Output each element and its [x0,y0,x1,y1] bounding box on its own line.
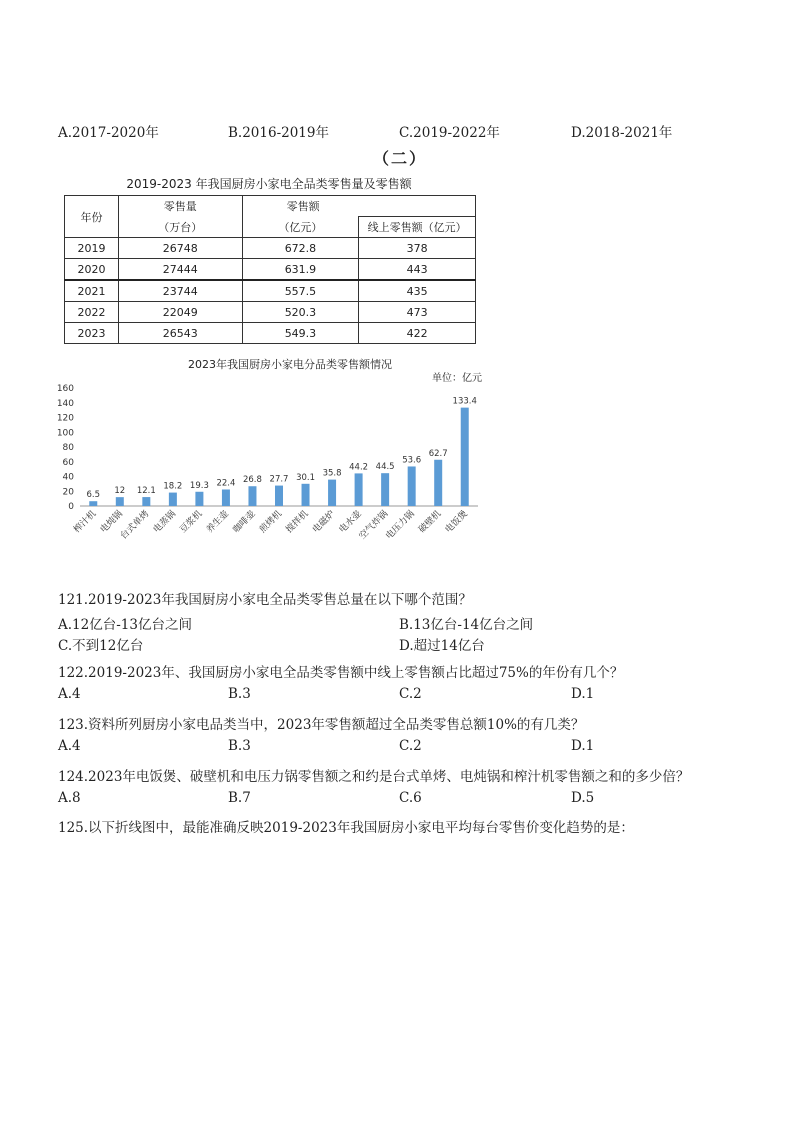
cell-online: 443 [359,259,476,281]
category-label: 煎烤机 [257,509,285,536]
bar [275,486,283,506]
bar [434,460,442,506]
category-label: 破壁机 [417,509,444,536]
category-label: 养生壶 [204,509,232,536]
bar [248,486,256,506]
cell-amount: 631.9 [242,259,359,281]
data-label: 44.2 [349,462,369,473]
data-label: 62.7 [428,448,448,459]
bar [328,480,336,506]
q124-option-c: C.6 [399,790,422,806]
q122-option-c: C.2 [399,686,422,702]
header-volume-unit: （万台） [118,217,242,238]
section-title: （二） [372,149,427,168]
data-label: 12.1 [136,486,156,497]
q122-option-a: A.4 [58,686,81,702]
table-row [65,302,476,323]
q122-option-b: B.3 [228,686,251,702]
question-122-options [0,686,800,708]
cell-amount: 672.8 [242,238,359,259]
table-row [65,259,476,281]
bar [355,473,363,506]
prev-question-options [0,121,800,143]
q121-option-d: D.超过14亿台 [399,638,485,654]
question-121-options-2 [0,634,800,656]
bar [408,466,416,506]
q124-option-b: B.7 [228,790,251,806]
category-label: 电水壶 [337,509,364,536]
y-tick-label: 40 [62,472,74,483]
data-label: 19.3 [189,480,209,491]
category-label: 电饭煲 [443,509,470,536]
header-amount: 零售额 [242,196,475,217]
question-121: 121.2019-2023年我国厨房小家电全品类零售总量在以下哪个范围？ [58,592,472,608]
category-label: 搅拌机 [284,509,311,536]
data-label: 22.4 [216,478,236,489]
cell-volume: 27444 [118,259,242,281]
category-label: 电蒸锅 [151,509,178,536]
data-label: 6.5 [86,490,101,501]
data-label: 53.6 [402,455,422,466]
chart-title: 2023年我国厨房小家电分品类零售额情况 [188,358,392,371]
q122-option-d: D.1 [571,686,595,702]
bar [116,497,124,506]
y-tick-label: 120 [56,413,74,424]
question-124-options [0,790,800,812]
bar [222,489,230,506]
cell-amount: 549.3 [242,323,359,344]
prev-option-b: B.2016-2019年 [228,125,329,141]
q123-option-a: A.4 [58,738,81,754]
cell-online: 378 [359,238,476,259]
bar [381,473,389,506]
y-tick-label: 60 [62,457,74,468]
q121-option-a: A.12亿台-13亿台之间 [58,617,192,633]
q123-option-c: C.2 [399,738,422,754]
bar-chart [50,378,490,578]
cell-online: 473 [359,302,476,323]
category-label: 空气炸锅 [357,509,391,542]
category-label: 电炖锅 [98,509,125,536]
cell-year: 2022 [65,302,119,323]
data-label: 35.8 [322,468,342,479]
bar [461,408,469,506]
q123-option-d: D.1 [571,738,595,754]
category-label: 咖啡壶 [231,509,258,536]
q121-option-c: C.不到12亿台 [58,638,144,654]
question-123: 123.资料所列厨房小家电品类当中，2023年零售额超过全品类零售总额10%的有几类？ [58,717,585,733]
y-tick-label: 0 [68,502,74,512]
data-label: 26.8 [242,475,262,486]
cell-online: 422 [359,323,476,344]
q123-option-b: B.3 [228,738,251,754]
data-label: 27.7 [269,474,289,485]
prev-option-a: A.2017-2020年 [58,125,159,141]
category-label: 豆浆机 [178,509,205,536]
cell-online: 435 [359,280,476,302]
category-label: 榨汁机 [72,509,99,536]
table-row [65,238,476,259]
y-tick-label: 80 [62,443,74,453]
table-row [65,280,476,302]
y-tick-label: 140 [56,398,74,409]
cell-year: 2021 [65,280,119,302]
sales-table [64,195,476,344]
data-label: 30.1 [296,472,316,483]
header-year: 年份 [65,196,119,238]
q124-option-d: D.5 [571,790,595,806]
prev-option-c: C.2019-2022年 [399,125,500,141]
cell-amount: 520.3 [242,302,359,323]
q124-option-a: A.8 [58,790,81,806]
data-label: 12 [114,486,126,497]
header-online: 线上零售额（亿元） [359,217,476,238]
cell-volume: 23744 [118,280,242,302]
y-tick-label: 100 [56,428,74,439]
table-row [65,323,476,344]
cell-amount: 557.5 [242,280,359,302]
cell-year: 2023 [65,323,119,344]
data-label: 133.4 [452,396,477,407]
header-volume: 零售量 [118,196,242,217]
bar [302,484,310,506]
category-label: 台式单烤 [118,509,152,542]
bar [89,501,97,506]
chart-unit-label: 单位：亿元 [432,373,482,384]
cell-volume: 26543 [118,323,242,344]
cell-year: 2020 [65,259,119,281]
category-label: 电压力锅 [384,509,417,542]
data-label: 18.2 [163,481,183,492]
question-122: 122.2019-2023年、我国厨房小家电全品类零售额中线上零售额占比超过75%的年份有几个？ [58,665,624,681]
question-123-options [0,738,800,760]
question-124: 124.2023年电饭煲、破壁机和电压力锅零售额之和约是台式单烤、电炖锅和榨汁机零售额之和的多少倍？ [58,769,690,785]
bar [195,492,203,506]
question-125: 125.以下折线图中，最能准确反映2019-2023年我国厨房小家电平均每台零售价变化趋势的是： [58,820,634,836]
header-amount-unit: （亿元） [242,217,359,238]
table-title: 2019-2023 年我国厨房小家电全品类零售量及零售额 [126,177,412,191]
category-label: 电磁炉 [311,509,338,536]
question-121-options [0,613,800,635]
y-tick-label: 20 [62,487,74,498]
prev-option-d: D.2018-2021年 [571,125,673,141]
cell-volume: 26748 [118,238,242,259]
cell-volume: 22049 [118,302,242,323]
cell-year: 2019 [65,238,119,259]
bar [169,493,177,506]
y-tick-label: 160 [56,384,74,394]
q121-option-b: B.13亿台-14亿台之间 [399,617,534,633]
bar [142,497,150,506]
data-label: 44.5 [375,462,395,473]
